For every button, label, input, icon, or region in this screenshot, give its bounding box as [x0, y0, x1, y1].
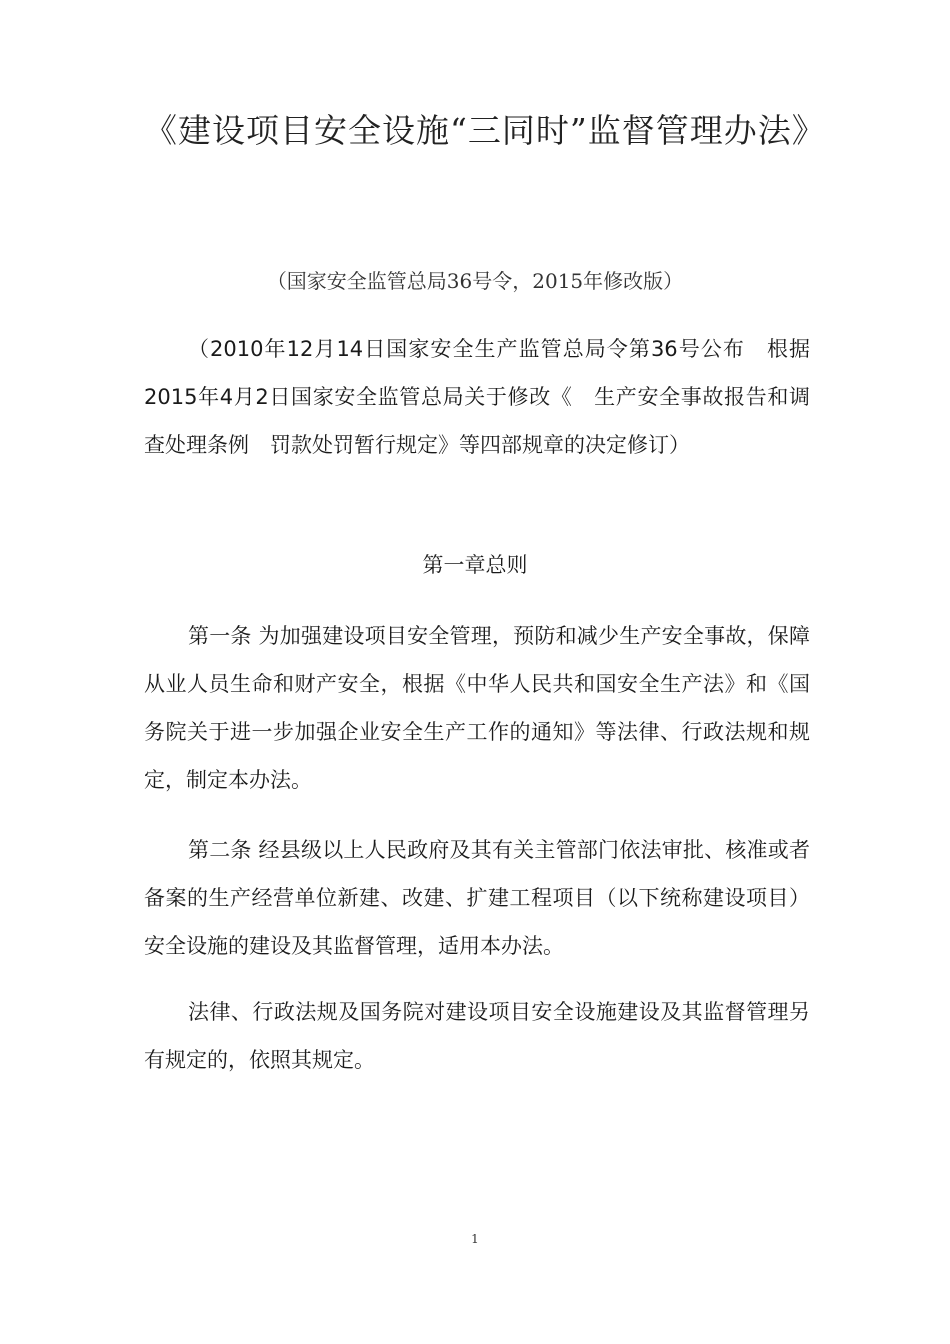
document-subtitle: （国家安全监管总局36号令，2015年修改版）	[266, 269, 684, 293]
article-1-paragraph: 第一条 为加强建设项目安全管理，预防和减少生产安全事故，保障从业人员生命和财产安全，根据《中华人民共和国安全生产法》和《国务院关于进一步加强企业安全生产工作的通知》等法律、行政法规和规定，制定本办法。	[144, 624, 810, 792]
document-title: 《建设项目安全设施“三同时”监督管理办法》	[144, 111, 826, 150]
revision-note: （2010年12月14日国家安全生产监管总局令第36号公布 根据2015年4月2日国家安全监管总局关于修改《 生产安全事故报告和调查处理条例 罚款处罚暂行规定》等四部规章的决定修订）	[144, 337, 810, 457]
chapter-heading: 第一章总则	[422, 553, 528, 577]
page-number: 1	[471, 1232, 479, 1246]
article-2-paragraph: 第二条 经县级以上人民政府及其有关主管部门依法审批、核准或者备案的生产经营单位新建、改建、扩建工程项目（以下统称建设项目）安全设施的建设及其监督管理，适用本办法。	[144, 838, 810, 958]
article-2-supplement-paragraph: 法律、行政法规及国务院对建设项目安全设施建设及其监督管理另有规定的，依照其规定。	[144, 1000, 810, 1072]
